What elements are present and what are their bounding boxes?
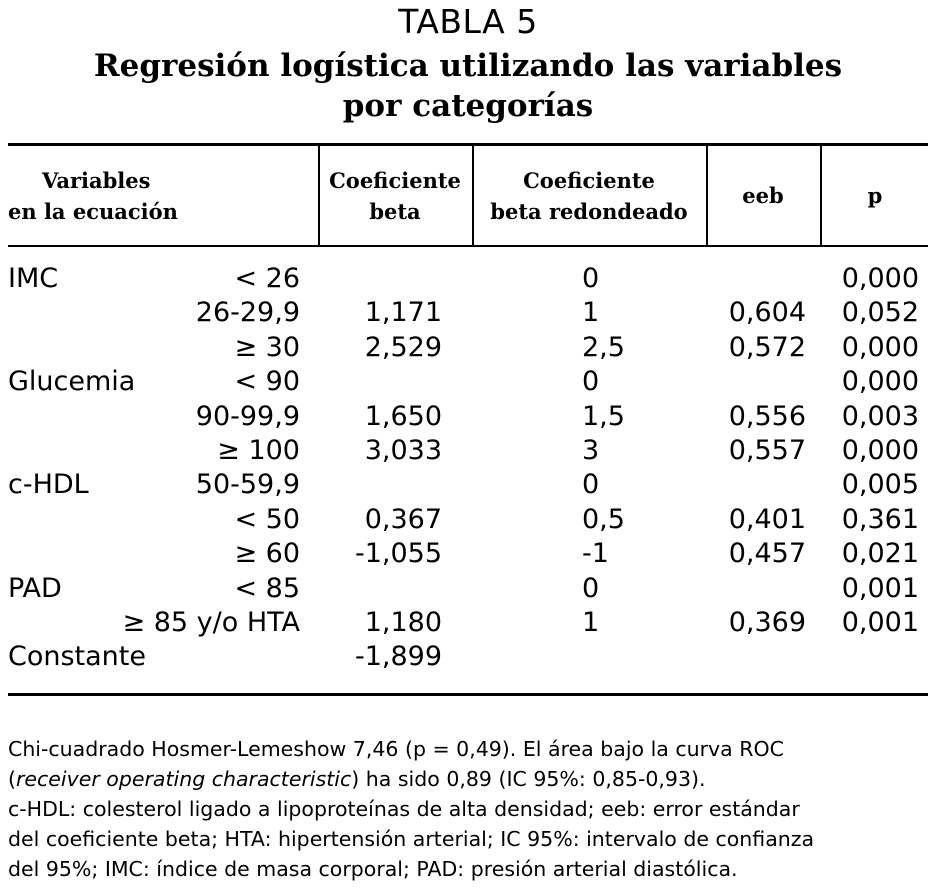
cell-category: 26-29,9: [195, 297, 300, 329]
cell-rounded-beta: 2,5: [582, 331, 625, 363]
header-rounded-line-1: Coeficiente: [523, 167, 655, 193]
cell-eeb: 0,557: [728, 435, 806, 466]
cell-category: < 50: [234, 503, 300, 535]
cell-eeb: 0,556: [728, 400, 806, 432]
table-row: [0, 434, 936, 468]
footnote-line: c-HDL: colesterol ligado a lipoproteínas de alta densidad; eeb: error estándar: [8, 797, 800, 821]
table-row: [0, 296, 936, 330]
cell-variable: Constante: [8, 641, 146, 673]
cell-beta: 0,367: [364, 503, 442, 535]
cell-rounded-beta: 0: [582, 263, 600, 294]
table-label: TABLA 5: [398, 2, 538, 41]
cell-category: ≥ 85 y/o HTA: [122, 607, 300, 638]
cell-p: 0,361: [841, 503, 919, 535]
table-title-line-1: Regresión logística utilizando las variables: [93, 48, 843, 84]
table-row: [0, 572, 936, 606]
table-header-rule: [8, 245, 928, 247]
cell-p: 0,001: [841, 572, 919, 604]
cell-p: 0,001: [841, 607, 919, 638]
table-row: [0, 400, 936, 434]
cell-rounded-beta: -1: [582, 538, 609, 570]
cell-rounded-beta: 1: [582, 607, 600, 638]
cell-p: 0,000: [841, 263, 919, 294]
cell-beta: 1,171: [364, 297, 442, 329]
footnote-line: Chi-cuadrado Hosmer-Lemeshow 7,46 (p = 0,49). El área bajo la curva ROC: [8, 737, 784, 761]
header-eeb-label: eeb: [742, 183, 784, 208]
cell-beta: -1,055: [354, 538, 442, 570]
cell-p: 0,003: [841, 400, 919, 432]
header-beta: [320, 146, 470, 245]
header-beta-line-1: Coeficiente: [329, 167, 461, 193]
footnote-line: [8, 764, 932, 794]
cell-beta: 1,180: [364, 607, 442, 638]
footnote-line: del 95%; IMC: índice de masa corporal; PAD: presión arterial diastólica.: [8, 857, 738, 881]
cell-variable: PAD: [8, 572, 62, 604]
cell-category: < 85: [234, 572, 300, 604]
cell-category: ≥ 30: [234, 331, 300, 363]
cell-variable: IMC: [8, 263, 59, 294]
cell-beta: -1,899: [354, 641, 442, 673]
cell-p: 0,021: [841, 538, 919, 570]
header-variables: [8, 146, 316, 245]
footnote-text: ) ha sido 0,89 (IC 95%: 0,85-0,93).: [351, 767, 706, 791]
cell-eeb: 0,604: [728, 297, 806, 329]
cell-category: < 90: [234, 366, 300, 398]
cell-p: 0,000: [841, 331, 919, 363]
cell-variable: Glucemia: [8, 366, 136, 398]
cell-category: ≥ 60: [234, 538, 300, 570]
cell-rounded-beta: 0: [582, 469, 600, 501]
header-variables-line-2: en la ecuación: [8, 198, 178, 224]
table-row: [0, 537, 936, 571]
table-bottom-rule: [8, 693, 928, 696]
header-rounded-line-2: beta redondeado: [490, 198, 688, 224]
cell-eeb: 0,369: [728, 607, 806, 638]
header-p: [822, 146, 928, 245]
cell-beta: 2,529: [364, 331, 442, 363]
cell-variable: c-HDL: [8, 469, 89, 501]
table-row: [0, 640, 936, 674]
cell-rounded-beta: 0: [582, 366, 600, 398]
footnote-line: del coeficiente beta; HTA: hipertensión arterial; IC 95%: intervalo de confianza: [8, 827, 815, 851]
cell-beta: 3,033: [364, 435, 442, 466]
header-variables-line-1: Variables: [42, 167, 151, 193]
cell-p: 0,000: [841, 366, 919, 398]
cell-p: 0,005: [841, 469, 919, 501]
footnote-text: (: [8, 767, 16, 791]
table-row: [0, 365, 936, 399]
cell-p: 0,000: [841, 435, 919, 466]
cell-rounded-beta: 0: [582, 572, 600, 604]
header-beta-line-2: beta: [369, 198, 421, 224]
table-row: [0, 262, 936, 296]
table-footnotes: [8, 734, 932, 884]
cell-category: 90-99,9: [195, 400, 300, 432]
cell-beta: 1,650: [364, 400, 442, 432]
table-row: [0, 331, 936, 365]
cell-rounded-beta: 0,5: [582, 503, 625, 535]
header-rounded-beta: [474, 146, 704, 245]
cell-p: 0,052: [841, 297, 919, 329]
table-title-line-2: por categorías: [342, 88, 594, 124]
table-row: [0, 606, 936, 640]
header-eeb: [708, 146, 818, 245]
cell-rounded-beta: 1: [582, 297, 600, 329]
cell-eeb: 0,401: [728, 503, 806, 535]
cell-eeb: 0,457: [728, 538, 806, 570]
cell-category: 50-59,9: [195, 469, 300, 501]
cell-category: < 26: [234, 263, 300, 294]
footnote-italic-term: receiver operating characteristic: [16, 767, 352, 791]
table-row: [0, 503, 936, 537]
table-row: [0, 468, 936, 502]
cell-eeb: 0,572: [728, 331, 806, 363]
cell-category: ≥ 100: [217, 435, 300, 466]
cell-rounded-beta: 3: [582, 435, 600, 466]
cell-rounded-beta: 1,5: [582, 400, 625, 432]
header-p-label: p: [867, 183, 883, 208]
